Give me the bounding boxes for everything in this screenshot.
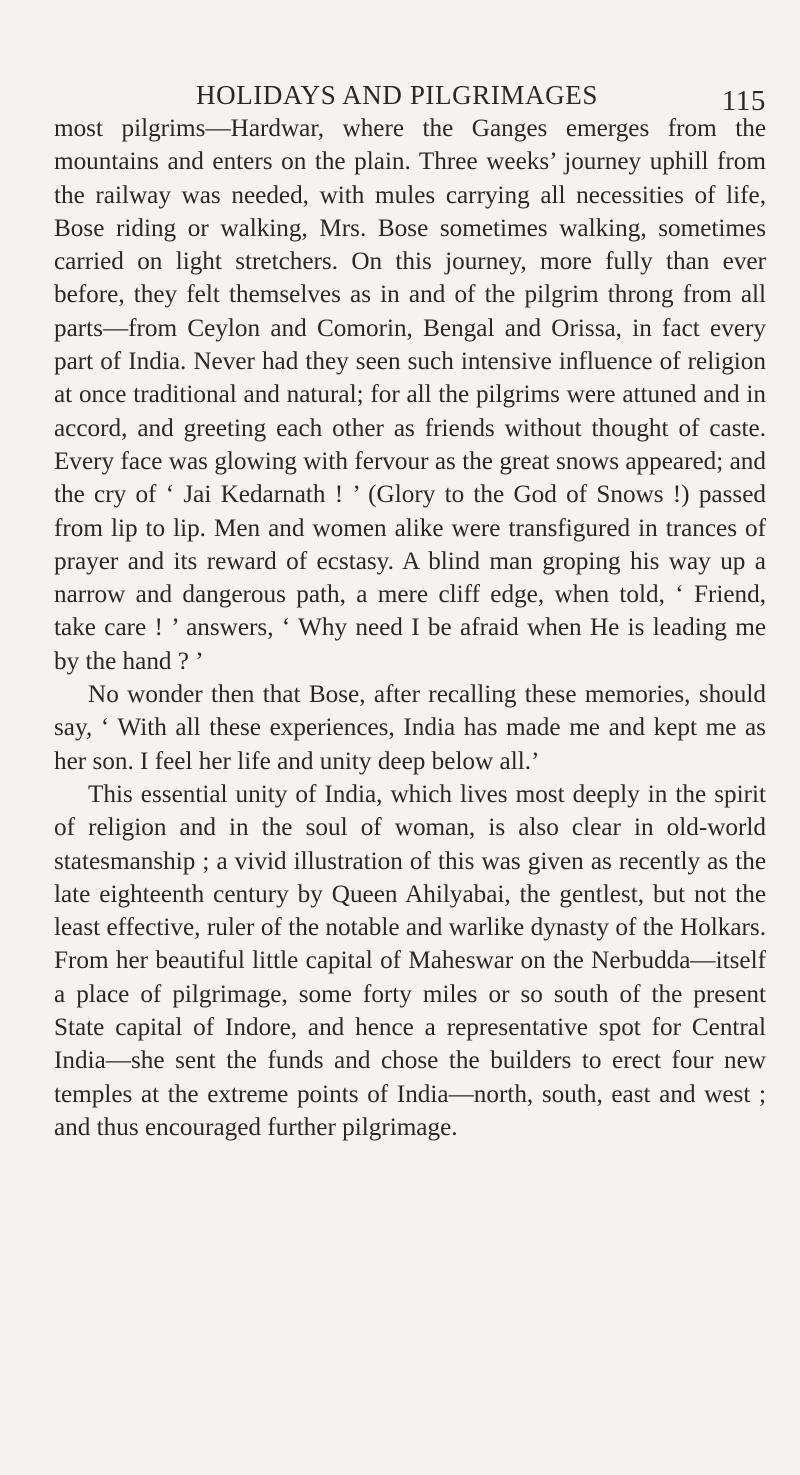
paragraph-continued: most pilgrims—Hardwar, where the Ganges emerges from the mountains and enters on the plain. Three weeks’ journey uphill from the railway was needed, with mules carrying all necessities of life, Bose riding or walking, Mrs. Bose sometimes walking, sometimes carried on light stretchers. On this journey, more fully than ever before, they felt themselves as in and of the pilgrim throng from all parts—from Ceylon and Comorin, Bengal and Orissa, in fact every part of India. Never had they seen such intensive influence of religion at once traditional and natural; for all the pilgrims were attuned and in accord, and greeting each other as friends without thought of caste. Every face was glowing with fervour as the great snows appeared; and the cry of ‘ Jai Kedarnath ! ’ (Glory to the God of Snows !) passed from lip to lip. Men and women alike were transfigured in trances of prayer and its reward of ecstasy. A blind man groping his way up a narrow and dangerous path, a mere cliff edge, when told, ‘ Friend, take care ! ’ answers, ‘ Why need I be afraid when He is leading me by the hand ? ’: [54, 115, 766, 675]
page-number: 115: [721, 85, 766, 117]
body-text: [54, 112, 766, 1144]
running-head: [196, 78, 766, 117]
paragraph: No wonder then that Bose, after recalling these memories, should say, ‘ With all these experiences, India has made me and kept me as her son. I feel her life and unity deep below all.’: [54, 681, 766, 775]
running-head-title: HOLIDAYS AND PILGRIMAGES: [196, 80, 598, 110]
paragraph: This essential unity of India, which lives most deeply in the spirit of religion and in the soul of woman, is also clear in old-world statesmanship ; a vivid illustration of this was given as recently as the late eighteenth century by Queen Ahilyabai, the gentlest, but not the least effective, ruler of the notable and warlike dynasty of the Holkars. From her beautiful little capital of Maheswar on the Nerbudda—itself a place of pilgrimage, some forty miles or so south of the present State capital of Indore, and hence a representative spot for Central India—she sent the funds and chose the builders to erect four new temples at the extreme points of India—north, south, east and west ; and thus encouraged further pilgrimage.: [54, 780, 766, 1141]
